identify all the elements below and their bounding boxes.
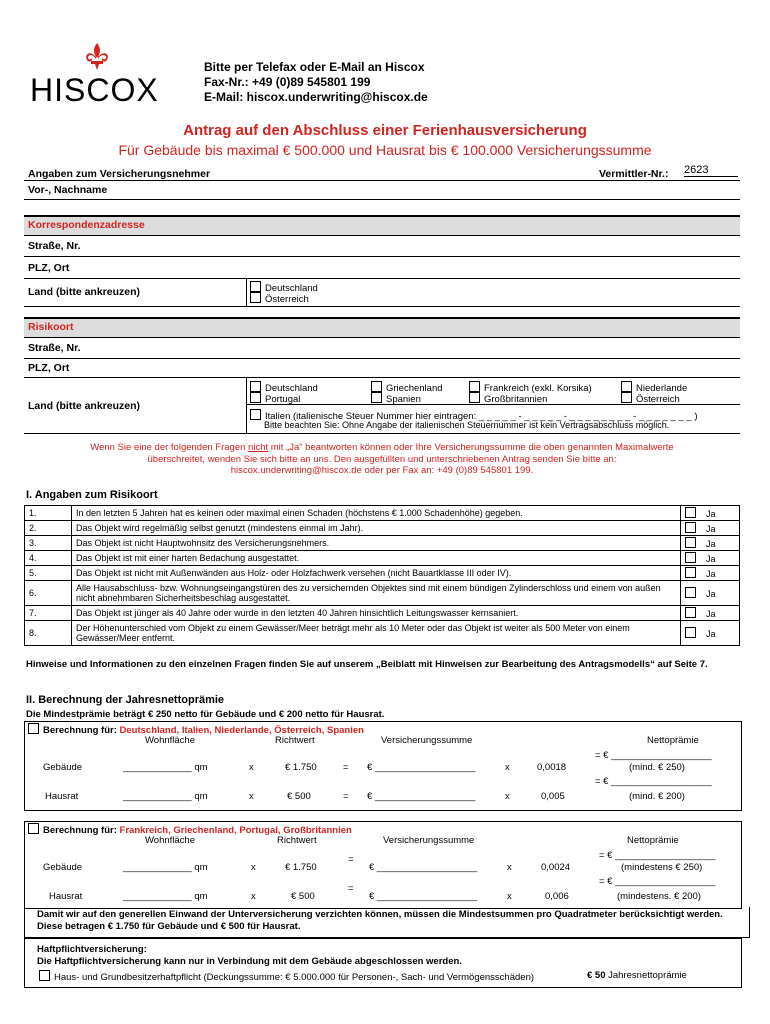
multiply-sign: x — [507, 862, 512, 873]
question-text: Das Objekt ist jünger als 40 Jahre oder wurde in den letzten 40 Jahren hinsichtlich Leitungswasser kernsaniert. — [72, 606, 681, 621]
multiply-sign: x — [505, 791, 510, 802]
factor-value: 0,005 — [541, 791, 565, 802]
corr-plz-row[interactable] — [24, 257, 740, 279]
rate-value: € 500 — [291, 891, 315, 902]
ja-checkbox[interactable] — [681, 506, 740, 521]
corr-street-row[interactable] — [24, 235, 740, 257]
question-row — [25, 551, 740, 566]
header-fax: Fax-Nr.: +49 (0)89 545801 199 — [204, 75, 371, 89]
correspondence-heading: Korrespondenzadresse — [28, 219, 145, 231]
checkbox-icon[interactable] — [685, 507, 696, 518]
checkbox-oesterreich[interactable]: Österreich — [621, 392, 680, 405]
agent-label: Vermittler-Nr.: — [599, 168, 669, 180]
question-row — [25, 506, 740, 521]
calc-block-2 — [24, 821, 742, 909]
checkbox-icon[interactable] — [685, 607, 696, 618]
risk-plz-row[interactable] — [24, 359, 740, 378]
min-note: (mindestens. € 200) — [617, 891, 701, 902]
ja-checkbox[interactable] — [681, 551, 740, 566]
row-gebaeude-label: Gebäude — [43, 762, 83, 773]
calc-block-1 — [24, 721, 742, 811]
col-richtwert: Richtwert — [277, 835, 317, 846]
col-wohnflaeche: Wohnfläche — [145, 735, 195, 746]
multiply-sign: x — [251, 891, 256, 902]
page-title: Antrag auf den Abschluss einer Ferienhausversicherung — [183, 122, 587, 139]
multiply-sign: x — [249, 762, 254, 773]
question-text: Das Objekt ist nicht Hauptwohnsitz des Versicherungsnehmers. — [72, 536, 681, 551]
underinsurance-note: Damit wir auf den generellen Einwand der Unterversicherung verzichten können, müssen die Mindestsummen pro Quadratmeter berücksichtigt werden. Diese betragen € 1.750 für Gebäude und € 500 für Hausrat. — [24, 907, 750, 938]
question-text: Das Objekt ist mit einer harten Bedachung ausgestattet. — [72, 551, 681, 566]
min-note: (mind. € 250) — [629, 762, 685, 773]
corr-street-label: Straße, Nr. — [28, 240, 81, 252]
hausrat-area-field[interactable]: _____________ qm — [123, 891, 208, 902]
liability-checkbox[interactable]: Haus- und Grundbesitzerhaftpflicht (Deckungssumme: € 5.000.000 für Personen-, Sach- und Vermögensschäden) — [39, 970, 534, 983]
factor-value: 0,0024 — [541, 862, 571, 873]
gebaeude-sum-field[interactable]: € ___________________ — [367, 762, 476, 773]
equals-sign: = — [343, 762, 349, 773]
ja-label: Ja — [706, 629, 716, 639]
page-subtitle: Für Gebäude bis maximal € 500.000 und Hausrat bis € 100.000 Versicherungssumme — [118, 142, 652, 158]
col-richtwert: Richtwert — [275, 735, 315, 746]
warning-notice: Wenn Sie eine der folgenden Fragen nicht mit „Ja“ beantworten können oder Ihre Versicherungssumme die oben genannten Maximalwerte überschreitet, wenden Sie sich bitte an uns. Den ausgefüllten und unterschriebenen Antrag senden Sie bitte an: hiscox.underwriting@hiscox.de oder per Fax an: +49 (0)89 545801 199. — [90, 442, 674, 476]
checkbox-frankreich[interactable]: Frankreich (exkl. Korsika) — [469, 381, 592, 394]
ja-checkbox[interactable] — [681, 621, 740, 646]
section2-heading: II. Berechnung der Jahresnettoprämie — [26, 694, 225, 706]
insured-heading: Angaben zum Versicherungsnehmer — [28, 168, 211, 180]
col-versicherungssumme: Versicherungssumme — [383, 835, 475, 846]
question-row — [25, 521, 740, 536]
question-number: 3. — [25, 536, 72, 551]
checkbox-portugal[interactable]: Portugal — [250, 392, 300, 405]
multiply-sign: x — [505, 762, 510, 773]
question-number: 4. — [25, 551, 72, 566]
hiscox-logo — [30, 42, 165, 108]
ja-label: Ja — [706, 509, 716, 519]
gebaeude-net-field[interactable]: = € ___________________ — [595, 750, 712, 761]
risk-country-label: Land (bitte ankreuzen) — [28, 400, 141, 412]
hausrat-area-field[interactable]: _____________ qm — [123, 791, 208, 802]
checkbox-italien[interactable]: Italien (italienische Steuer Nummer hier eintragen: _ _ _ _ _ - _ _ _ _ _ - _ _ _ _ _ _ _ _ - _ _ _ _ _ _ _ ) — [250, 409, 698, 422]
name-row[interactable] — [24, 181, 740, 200]
insured-heading-row — [24, 166, 740, 181]
question-text: Das Objekt wird regelmäßig selbst genutzt (mindestens einmal im Jahr). — [72, 521, 681, 536]
checkbox-spanien[interactable]: Spanien — [371, 392, 421, 405]
question-text: In den letzten 5 Jahren hat es keinen oder maximal einen Schaden (höchstens € 1.000 Schadenhöhe) gegeben. — [72, 506, 681, 521]
risk-street-row[interactable] — [24, 337, 740, 359]
risk-street-label: Straße, Nr. — [28, 342, 81, 354]
checkbox-icon[interactable] — [685, 587, 696, 598]
question-text: Alle Hausabschluss- bzw. Wohnungseingangstüren des zu versichernden Objektes sind mit einem bündigen Zylinderschloss und einem von außen nicht abnehmbaren Sicherheitsbeschlag ausgestattet. — [72, 581, 681, 606]
gebaeude-net-field[interactable]: = € ___________________ — [599, 850, 716, 861]
section1-heading: I. Angaben zum Risikoort — [26, 489, 158, 501]
question-number: 8. — [25, 621, 72, 646]
ja-label: Ja — [706, 609, 716, 619]
min-note: (mind. € 200) — [629, 791, 685, 802]
correspondence-section — [24, 216, 740, 236]
multiply-sign: x — [249, 791, 254, 802]
rate-value: € 1.750 — [285, 862, 317, 873]
question-number: 5. — [25, 566, 72, 581]
logo-text: HISCOX — [30, 72, 159, 108]
liability-text: Die Haftpflichtversicherung kann nur in Verbindung mit dem Gebäude abgeschlossen werden. — [37, 956, 462, 967]
calc-block-2-header[interactable]: Berechnung für: Frankreich, Griechenland, Portugal, Großbritannien — [28, 823, 352, 836]
spacer-row-2 — [24, 307, 740, 318]
header-line-1: Bitte per Telefax oder E-Mail an Hiscox — [204, 60, 425, 74]
hausrat-net-field[interactable]: = € ___________________ — [595, 776, 712, 787]
ja-label: Ja — [706, 554, 716, 564]
rate-value: € 1.750 — [285, 762, 317, 773]
liability-heading: Haftpflichtversicherung: — [37, 944, 147, 955]
ja-checkbox[interactable] — [681, 521, 740, 536]
equals-sign: = — [348, 883, 354, 894]
checkbox-deutschland[interactable]: Deutschland — [250, 281, 318, 294]
checkbox-icon[interactable] — [685, 627, 696, 638]
ja-label: Ja — [706, 569, 716, 579]
fleur-de-lis-icon — [82, 42, 112, 72]
checkbox-deutschland[interactable]: Deutschland — [250, 381, 318, 394]
ja-label: Ja — [706, 524, 716, 534]
ja-label: Ja — [706, 539, 716, 549]
italy-tax-note: Bitte beachten Sie: Ohne Angabe der italienischen Steuernummer ist kein Vertragsabschluss möglich. — [264, 420, 670, 430]
checkbox-icon[interactable] — [685, 522, 696, 533]
multiply-sign: x — [507, 891, 512, 902]
question-number: 6. — [25, 581, 72, 606]
risk-questions-table — [24, 505, 740, 646]
factor-value: 0,006 — [545, 891, 569, 902]
question-number: 2. — [25, 521, 72, 536]
col-versicherungssumme: Versicherungssumme — [381, 735, 473, 746]
section1-hint: Hinweise und Informationen zu den einzelnen Fragen finden Sie auf unserem „Beiblatt mit Hinweisen zur Bearbeitung des Antragsmodells“ auf Seite 7. — [26, 659, 708, 670]
ja-label: Ja — [706, 589, 716, 599]
risk-location-section — [24, 318, 740, 338]
gebaeude-sum-field[interactable]: € ___________________ — [369, 862, 478, 873]
equals-sign: = — [348, 854, 354, 865]
gebaeude-area-field[interactable]: _____________ qm — [123, 762, 208, 773]
corr-country-row — [24, 279, 740, 307]
question-text: Das Objekt ist nicht mit Außenwänden aus Holz- oder Holzfachwerk versehen (nicht Bauartklasse III oder IV). — [72, 566, 681, 581]
question-row — [25, 566, 740, 581]
row-hausrat-label: Hausrat — [49, 891, 83, 902]
spacer-row — [24, 200, 740, 216]
question-row — [25, 581, 740, 606]
ja-checkbox[interactable] — [681, 536, 740, 551]
col-wohnflaeche: Wohnfläche — [145, 835, 195, 846]
question-row — [25, 606, 740, 621]
checkbox-oesterreich[interactable]: Österreich — [250, 292, 309, 305]
question-number: 7. — [25, 606, 72, 621]
name-label: Vor-, Nachname — [28, 184, 108, 196]
liability-box — [24, 938, 742, 988]
checkbox-icon[interactable] — [685, 537, 696, 548]
checkbox-icon[interactable] — [685, 567, 696, 578]
col-nettopraemie: Nettoprämie — [647, 735, 699, 746]
hausrat-sum-field[interactable]: € ___________________ — [367, 791, 476, 802]
ja-checkbox[interactable] — [681, 581, 740, 606]
risk-country-row — [24, 378, 740, 434]
question-text: Der Höhenunterschied vom Objekt zu einem Gewässer/Meer beträgt mehr als 10 Meter oder das Objekt ist weiter als 500 Meter von einem Gewässer/Meer entfernt. — [72, 621, 681, 646]
corr-plz-label: PLZ, Ort — [28, 262, 70, 274]
question-row — [25, 536, 740, 551]
checkbox-niederlande[interactable]: Niederlande — [621, 381, 687, 394]
question-number: 1. — [25, 506, 72, 521]
header-email: E-Mail: hiscox.underwriting@hiscox.de — [204, 90, 428, 104]
ja-checkbox[interactable] — [681, 566, 740, 581]
equals-sign: = — [343, 791, 349, 802]
risk-location-heading: Risikoort — [28, 321, 74, 333]
ja-checkbox[interactable] — [681, 606, 740, 621]
hausrat-sum-field[interactable]: € ___________________ — [369, 891, 478, 902]
factor-value: 0,0018 — [537, 762, 567, 773]
liability-price: € 50 Jahresnettoprämie — [587, 970, 687, 981]
calc-block-1-header[interactable]: Berechnung für: Deutschland, Italien, Niederlande, Österreich, Spanien — [28, 723, 364, 736]
agent-number-field[interactable]: 2623 — [684, 164, 738, 177]
checkbox-icon[interactable] — [685, 552, 696, 563]
checkbox-griechenland[interactable]: Griechenland — [371, 381, 443, 394]
min-premium-note: Die Mindestprämie beträgt € 250 netto für Gebäude und € 200 netto für Hausrat. — [26, 709, 385, 720]
corr-country-label: Land (bitte ankreuzen) — [28, 286, 141, 298]
row-gebaeude-label: Gebäude — [43, 862, 83, 873]
col-nettopraemie: Nettoprämie — [627, 835, 679, 846]
rate-value: € 500 — [287, 791, 311, 802]
multiply-sign: x — [251, 862, 256, 873]
gebaeude-area-field[interactable]: _____________ qm — [123, 862, 208, 873]
min-note: (mindestens € 250) — [621, 862, 703, 873]
row-hausrat-label: Hausrat — [45, 791, 79, 802]
checkbox-grossbritannien[interactable]: Großbritannien — [469, 392, 547, 405]
hausrat-net-field[interactable]: = € ___________________ — [599, 876, 716, 887]
question-row — [25, 621, 740, 646]
risk-plz-label: PLZ, Ort — [28, 362, 70, 374]
